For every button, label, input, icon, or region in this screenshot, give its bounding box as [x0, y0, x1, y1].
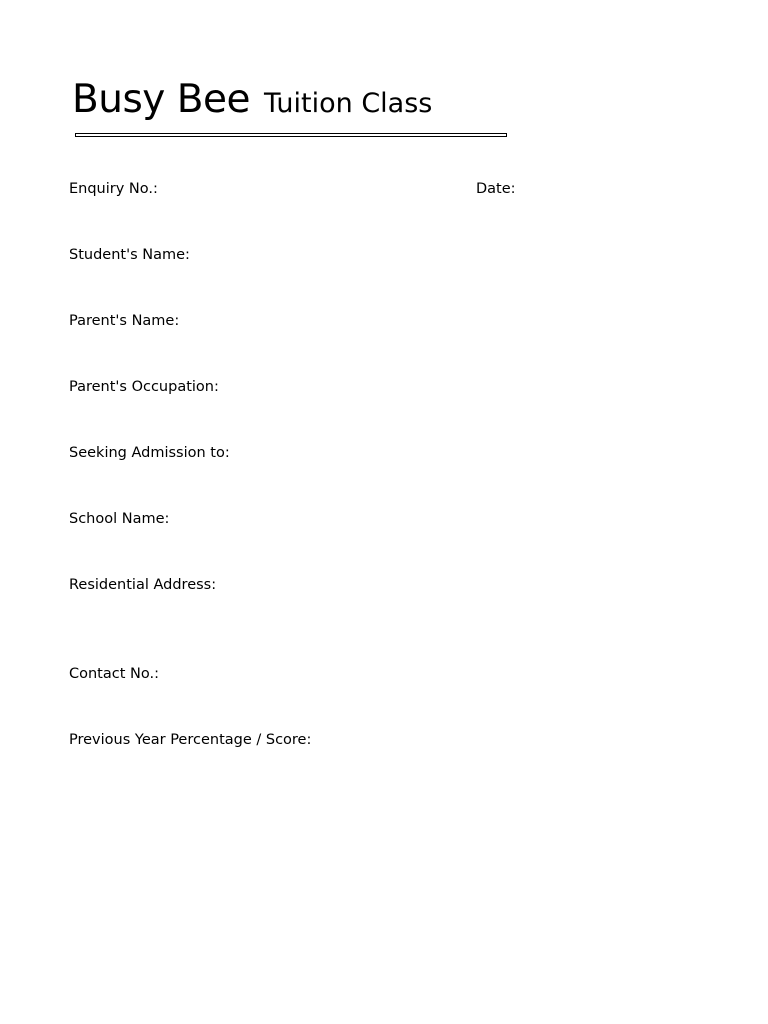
school-name-label: School Name: [69, 511, 170, 527]
title-main: Busy Bee [72, 77, 251, 122]
title-sub: Tuition Class [264, 88, 433, 119]
contact-no-label: Contact No.: [69, 666, 159, 682]
date-label: Date: [476, 181, 516, 197]
residential-address-label: Residential Address: [69, 577, 217, 593]
seeking-admission-label: Seeking Admission to: [69, 445, 230, 461]
parent-occupation-label: Parent's Occupation: [69, 379, 219, 395]
previous-score-label: Previous Year Percentage / Score: [69, 732, 312, 748]
student-name-label: Student's Name: [69, 247, 190, 263]
parent-name-label: Parent's Name: [69, 313, 180, 329]
enquiry-no-label: Enquiry No.: [69, 181, 158, 197]
title-underline [75, 133, 507, 137]
document-title [72, 77, 433, 122]
